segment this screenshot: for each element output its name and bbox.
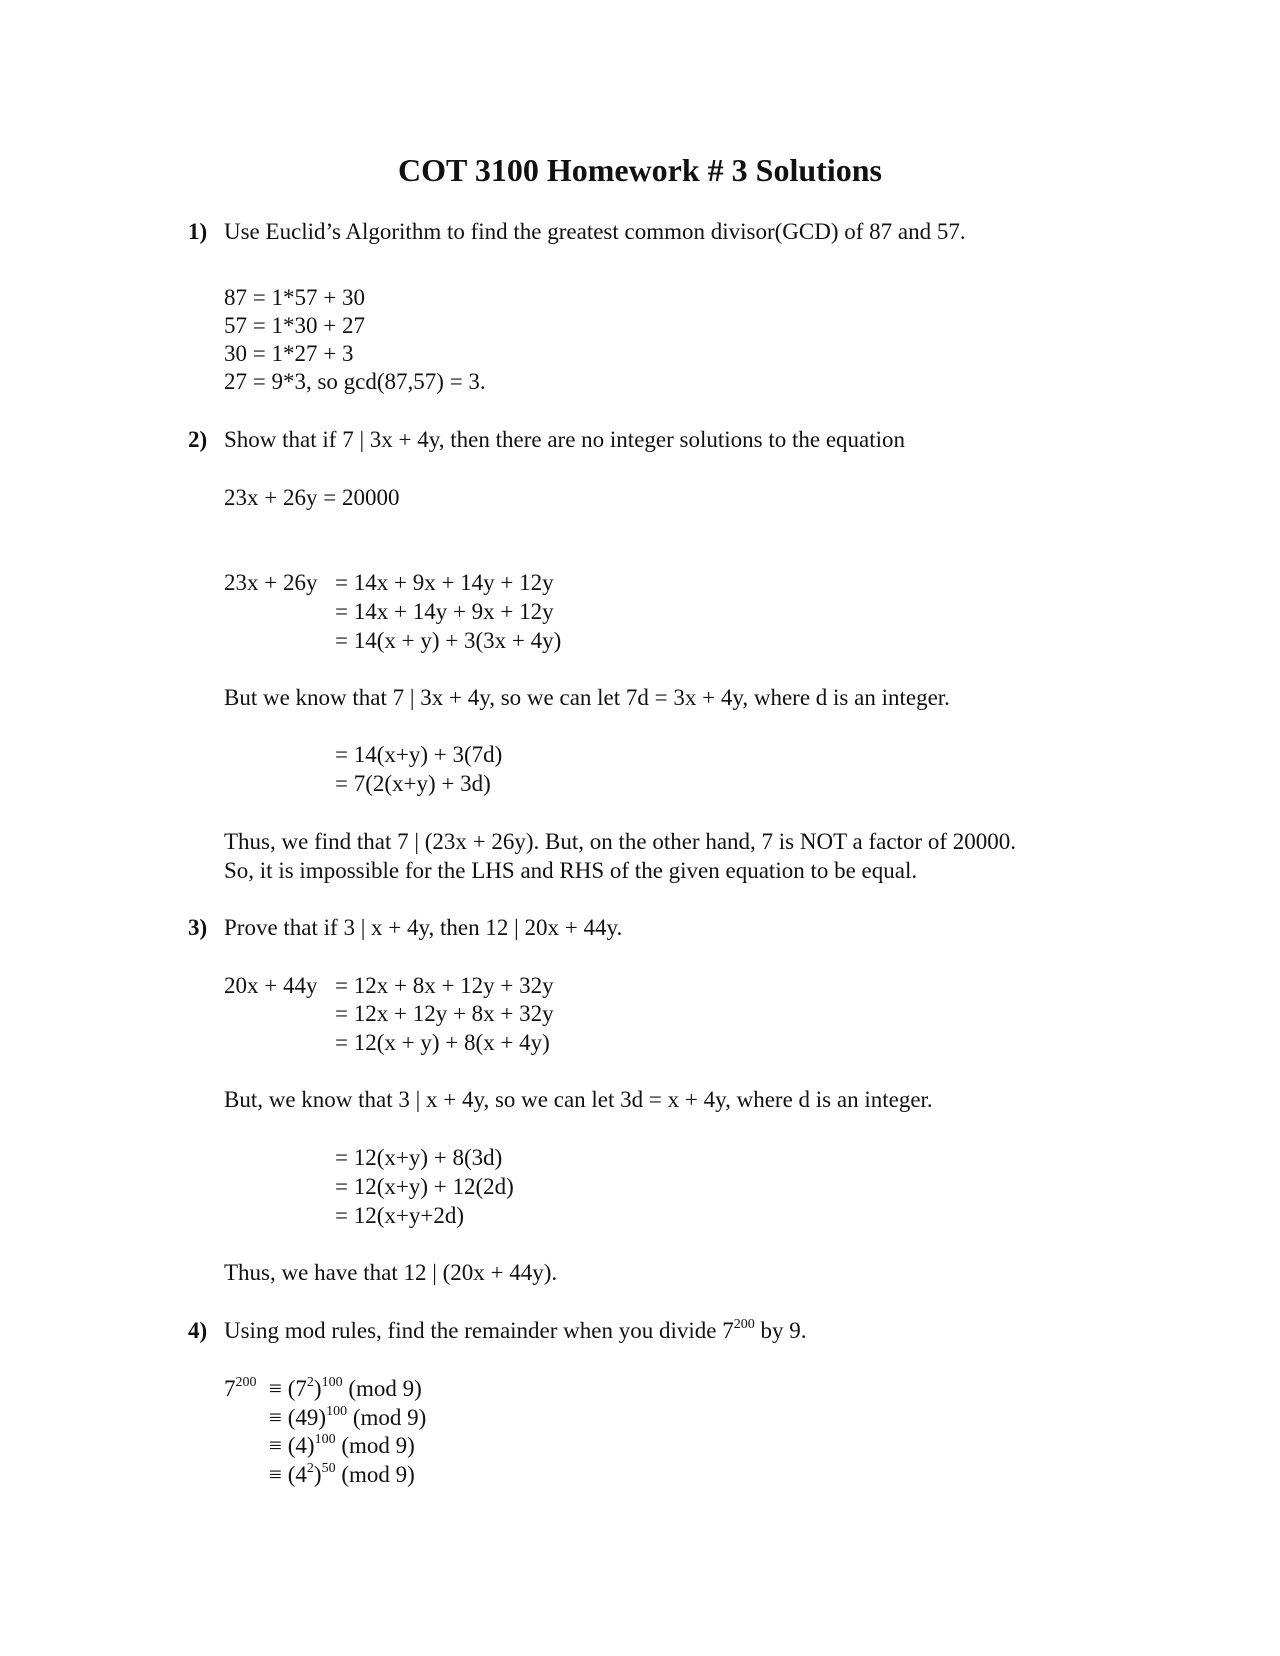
expansion-step: = 14x + 14y + 9x + 12y [335,599,554,624]
problem-2-conclusion: So, it is impossible for the LHS and RHS of the given equation to be equal. [224,858,918,883]
problem-4-question: Using mod rules, find the remainder when you divide $7^{200}$ by 9. [224,1317,807,1343]
problem-2-equation: 23x + 26y = 20000 [224,485,400,510]
congruence-step: ≡ $(4)^{100}$ (mod 9) [269,1432,415,1458]
problem-1-question: Use Euclid’s Algorithm to find the greatest common divisor(GCD) of 87 and 57. [224,219,966,244]
expansion-lhs: 20x + 44y [224,973,318,998]
substitution-step: = 12(x+y) + 8(3d) [335,1145,503,1170]
expansion-step: = 14x + 9x + 14y + 12y [335,570,554,595]
congruence-step: ≡ $(7^2)^{100}$ (mod 9) [269,1375,422,1401]
problem-3-conclusion: Thus, we have that 12 | (20x + 44y). [224,1260,558,1285]
problem-3-note: But, we know that 3 | x + 4y, so we can let 3d = x + 4y, where d is an integer. [224,1087,933,1112]
expansion-step: = 12(x + y) + 8(x + 4y) [335,1030,550,1055]
congruence-lhs: $7^{200}$ [224,1375,257,1401]
problem-2-conclusion: Thus, we find that 7 | (23x + 26y). But, on the other hand, 7 is NOT a factor of 20000. [224,829,1016,854]
problem-2-note: But we know that 7 | 3x + 4y, so we can let 7d = 3x + 4y, where d is an integer. [224,685,950,710]
congruence-step: ≡ $(4^2)^{50}$ (mod 9) [269,1461,415,1487]
page-title: COT 3100 Homework # 3 Solutions [398,152,882,188]
euclid-step: 30 = 1*27 + 3 [224,341,354,366]
euclid-step: 87 = 1*57 + 30 [224,285,365,310]
substitution-step: = 12(x+y+2d) [335,1203,464,1228]
expansion-step: = 12x + 12y + 8x + 32y [335,1001,554,1026]
expansion-lhs: 23x + 26y [224,570,318,595]
congruence-step: ≡ $(49)^{100}$ (mod 9) [269,1404,427,1430]
expansion-step: = 12x + 8x + 12y + 32y [335,973,554,998]
expansion-step: = 14(x + y) + 3(3x + 4y) [335,628,562,653]
euclid-step: 27 = 9*3, so gcd(87,57) = 3. [224,369,486,394]
problem-4-number: 4) [188,1318,208,1343]
substitution-step: = 7(2(x+y) + 3d) [335,771,491,796]
problem-1-number: 1) [188,219,208,244]
problem-3-number: 3) [188,915,208,940]
euclid-step: 57 = 1*30 + 27 [224,313,365,338]
substitution-step: = 14(x+y) + 3(7d) [335,742,503,767]
problem-2-number: 2) [188,427,208,452]
problem-2-question: Show that if 7 | 3x + 4y, then there are no integer solutions to the equation [224,427,906,452]
substitution-step: = 12(x+y) + 12(2d) [335,1174,514,1199]
problem-3-question: Prove that if 3 | x + 4y, then 12 | 20x + 44y. [224,915,623,940]
